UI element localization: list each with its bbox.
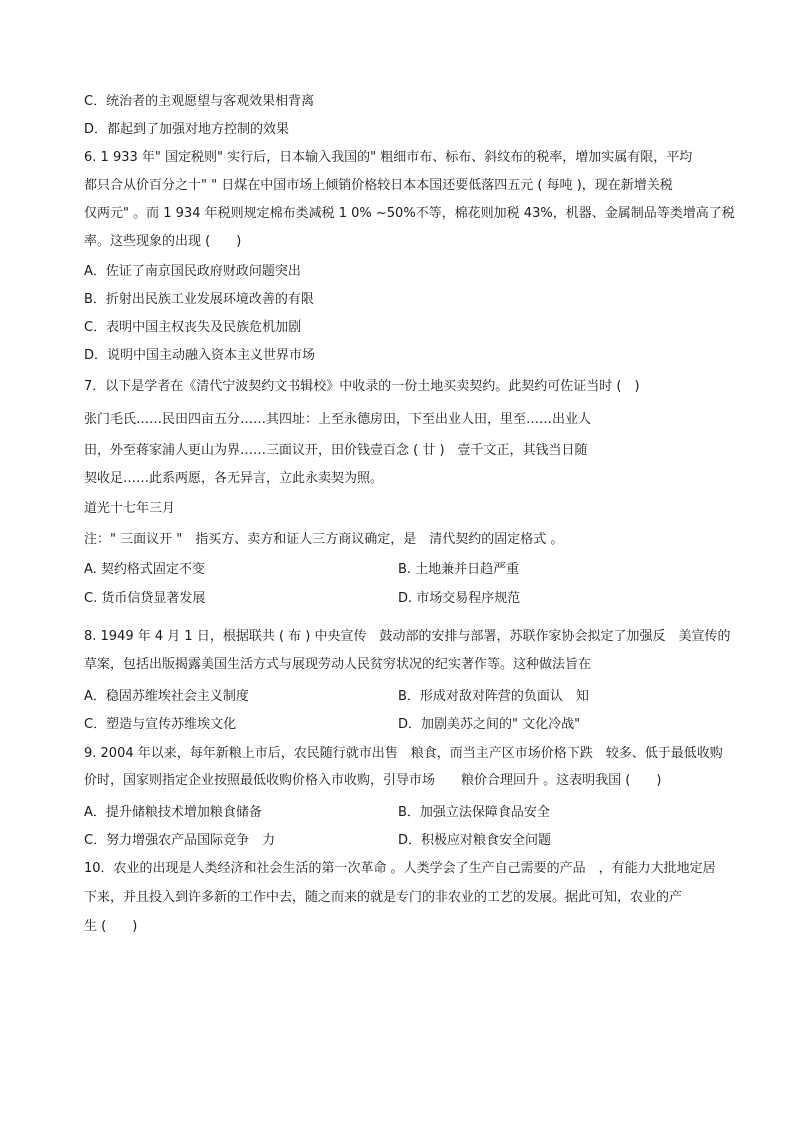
q9-option-c: C．努力增强农产品国际竞争 力 [84,833,276,848]
q9-option-b: B．加强立法保障食品安全 [398,805,550,820]
q6-stem-line-1: 6. 1 933 年" 国定税则" 实行后，日本输入我国的" 粗细市布、标布、斜纹布的税率，增加实属有限，平均 [84,150,693,165]
q6-option-a: A．佐证了南京国民政府财政问题突出 [84,264,301,279]
q10-stem-line-2: 下来，并且投入到许多新的工作中去，随之而来的就是专门的非农业的工艺的发展。据此可知，农业的产 [84,890,683,905]
q7-contract-date: 道光十七年三月 [84,501,176,516]
q8-stem-line-2: 草案，包括出版揭露美国生活方式与展现劳动人民贫穷状况的纪实著作等。这种做法旨在 [84,657,592,672]
q9-stem-line-2: 价时，国家则指定企业按照最低收购价格入市收购，引导市场 粮价合理回升 。这表明我国 ( ) [84,773,662,788]
q7-stem: 7．以下是学者在《清代宁波契约文书辑校》中收录的一份土地买卖契约。此契约可佐证当时 ( ) [84,379,640,394]
q8-stem-line-1: 8. 1949 年 4 月 1 日，根据联共 ( 布 ) 中央宣传 鼓动部的安排与部署，苏联作家协会拟定了加强反 美宣传的 [84,629,731,644]
q6-stem-line-4: 率。这些现象的出现 ( ) [84,234,242,249]
q8-option-a: A．稳固苏维埃社会主义制度 [84,689,249,704]
q6-stem-line-3: 仅两元" 。而 1 934 年税则规定棉布类减税 1 0% ~50%不等，棉花则加税 43%，机器、金属制品等类增高了税 [84,206,735,221]
q7-option-d: D. 市场交易程序规范 [398,591,521,606]
q7-contract-line-2: 田，外至蒋家浦人更山为界……三面议开，田价钱壹百念 ( 廿 ) 壹千文正，其钱当日随 [84,443,588,458]
q7-option-b: B. 土地兼并日趋严重 [398,562,520,577]
q6-option-b: B．折射出民族工业发展环境改善的有限 [84,292,314,307]
q7-option-a: A. 契约格式固定不变 [84,562,205,577]
q7-option-c: C. 货币信贷显著发展 [84,591,206,606]
q5-option-c: C．统治者的主观愿望与客观效果相背离 [84,94,315,109]
q8-option-d: D．加剧美苏之间的" 文化冷战" [398,717,581,732]
q7-note: 注：" 三面议开 " 指买方、卖方和证人三方商议确定，是 清代契约的固定格式 。 [84,532,564,547]
q8-option-b: B．形成对敌对阵营的负面认 知 [398,689,589,704]
q6-option-d: D．说明中国主动融入资本主义世界市场 [84,348,316,363]
q7-contract-line-1: 张门毛氏……民田四亩五分……其四址：上至永德房田，下至出业人田，里至……出业人 [84,412,592,427]
q8-option-c: C．塑造与宣传苏维埃文化 [84,717,237,732]
q6-stem-line-2: 都只合从价百分之十" " 日煤在中国市场上倾销价格较日本本国还要低落四五元 ( 每吨 )，现在新增关税 [84,178,673,193]
q10-stem-line-3: 生 ( ) [84,919,138,934]
q9-stem-line-1: 9. 2004 年以来，每年新粮上市后，农民随行就市出售 粮食，而当主产区市场价格下跌 较多、低于最低收购 [84,746,723,761]
q10-stem-line-1: 10．农业的出现是人类经济和社会生活的第一次革命 。人类学会了生产自己需要的产品 ，有能力大批地定居 [84,861,716,876]
q6-option-c: C．表明中国主权丧失及民族危机加剧 [84,320,302,335]
q9-option-a: A．提升储粮技术增加粮食储备 [84,805,262,820]
q5-option-d: D．都起到了加强对地方控制的效果 [84,122,290,137]
q7-contract-line-3: 契收足……此系两愿，各无异言，立此永卖契为照。 [84,471,384,486]
q9-option-d: D．积极应对粮食安全问题 [398,833,552,848]
